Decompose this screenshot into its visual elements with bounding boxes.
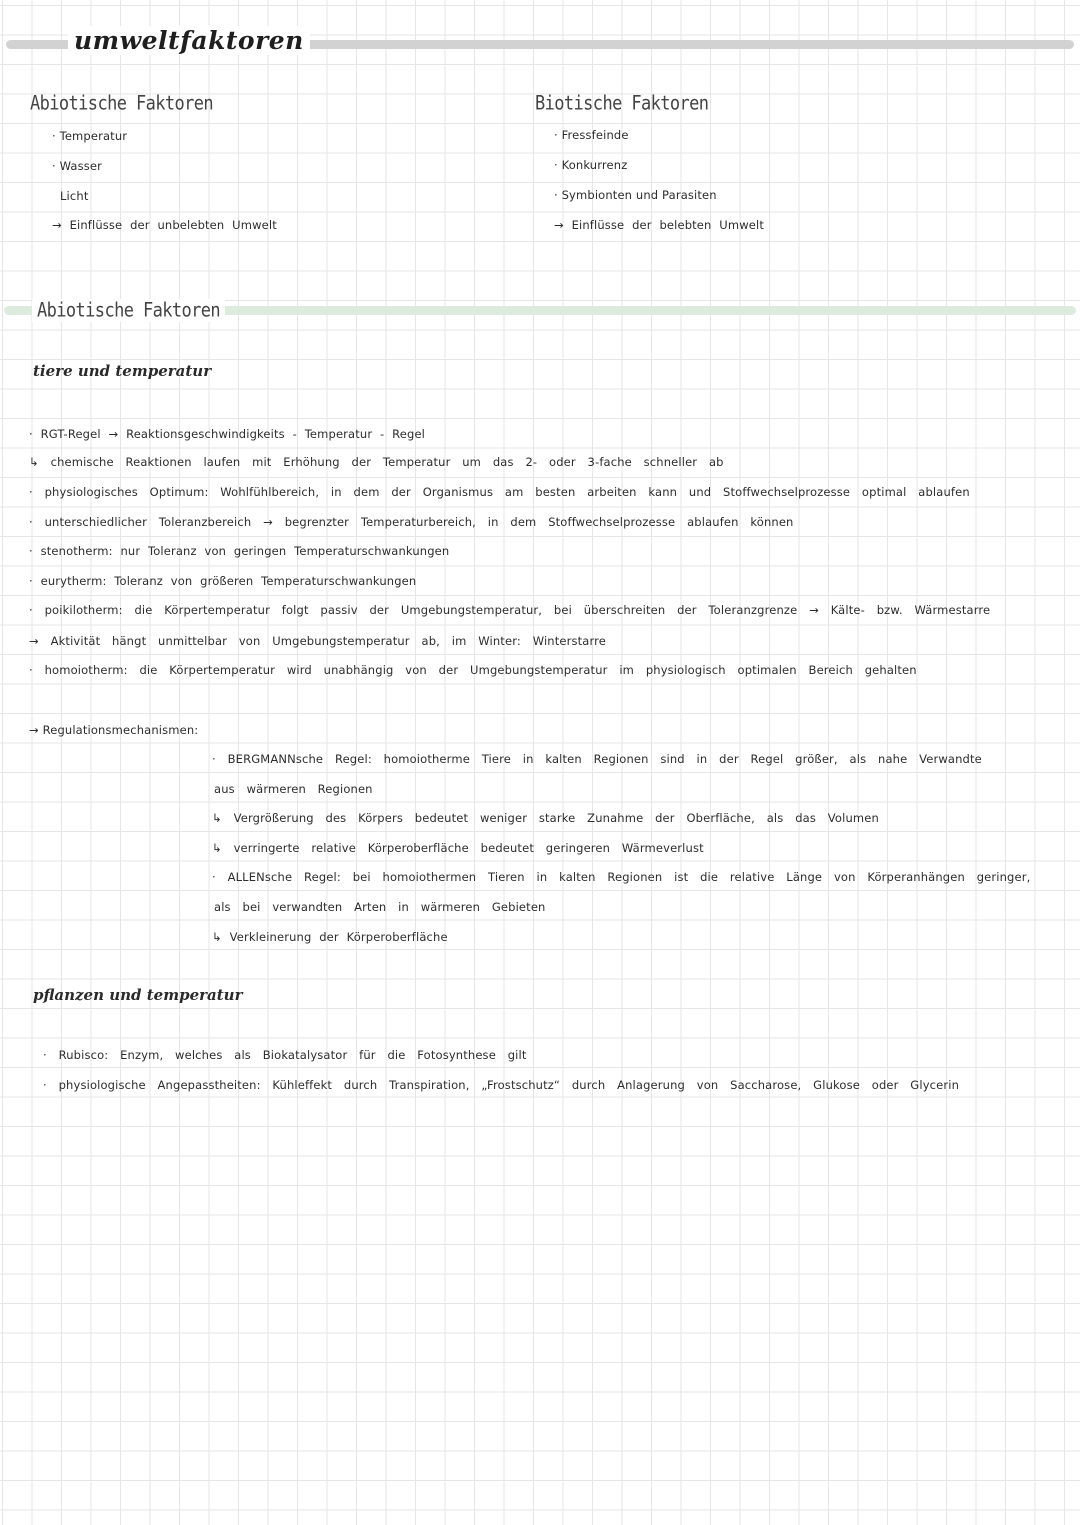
reg-bergmann: · BERGMANNsche Regel: homoiotherme Tiere in kalten Regionen sind in der Regel größer, als nahe Verwandte bbox=[212, 752, 982, 766]
section-heading: Abiotische Faktoren bbox=[32, 299, 225, 322]
line-rgt-detail: ↳ chemische Reaktionen laufen mit Erhöhung der Temperatur um das 2- oder 3-fache schneller ab bbox=[29, 455, 724, 469]
abiotic-item-wasser: · Wasser bbox=[52, 159, 102, 173]
biotic-item-konkurrenz: · Konkurrenz bbox=[554, 158, 628, 172]
reg-vergroesserung: ↳ Vergrößerung des Körpers bedeutet weniger starke Zunahme der Oberfläche, als das Volumen bbox=[212, 811, 879, 825]
biotic-item-fressfeinde: · Fressfeinde bbox=[554, 128, 629, 142]
line-aktivitaet: → Aktivität hängt unmittelbar von Umgebungstemperatur ab, im Winter: Winterstarre bbox=[29, 634, 607, 648]
line-optimum: · physiologisches Optimum: Wohlfühlbereich, in dem der Organismus am besten arbeiten kann und Stoffwechselprozesse optimal ablaufen bbox=[29, 485, 970, 499]
page-title: umweltfaktoren bbox=[68, 26, 310, 55]
abiotic-heading: Abiotische Faktoren bbox=[30, 92, 214, 115]
line-rubisco: · Rubisco: Enzym, welches als Biokatalysator für die Fotosynthese gilt bbox=[43, 1048, 527, 1062]
line-poikilotherm: · poikilotherm: die Körpertemperatur folgt passiv der Umgebungstemperatur, bei überschreiten der Toleranzgrenze → Kälte- bzw. Wärmestarre bbox=[29, 603, 991, 617]
line-stenotherm: · stenotherm: nur Toleranz von geringen Temperaturschwankungen bbox=[29, 544, 450, 558]
reg-verkleinerung: ↳ Verkleinerung der Körperoberfläche bbox=[212, 930, 448, 944]
line-homoiotherm: · homoiotherm: die Körpertemperatur wird unabhängig von der Umgebungstemperatur im physiologisch optimalen Bereich gehalten bbox=[29, 663, 917, 677]
biotic-heading: Biotische Faktoren bbox=[535, 92, 709, 115]
biotic-summary: → Einflüsse der belebten Umwelt bbox=[554, 218, 764, 232]
reg-allen-cont: als bei verwandten Arten in wärmeren Gebieten bbox=[214, 900, 546, 914]
subheading-tiere: tiere und temperatur bbox=[33, 362, 212, 380]
line-rgt-regel: · RGT-Regel → Reaktionsgeschwindigkeits - Temperatur - Regel bbox=[29, 427, 426, 441]
line-eurytherm: · eurytherm: Toleranz von größeren Temperaturschwankungen bbox=[29, 574, 417, 588]
abiotic-summary: → Einflüsse der unbelebten Umwelt bbox=[52, 218, 277, 232]
abiotic-item-licht: Licht bbox=[60, 189, 89, 203]
reg-allen: · ALLENsche Regel: bei homoiothermen Tieren in kalten Regionen ist die relative Länge von Körperanhängen geringer, bbox=[212, 870, 1031, 884]
subheading-pflanzen: pflanzen und temperatur bbox=[33, 986, 243, 1004]
reg-verringerte: ↳ verringerte relative Körperoberfläche bedeutet geringeren Wärmeverlust bbox=[212, 841, 704, 855]
line-toleranzbereich: · unterschiedlicher Toleranzbereich → begrenzter Temperaturbereich, in dem Stoffwechselprozesse ablaufen können bbox=[29, 515, 794, 529]
abiotic-item-temperatur: · Temperatur bbox=[52, 129, 128, 143]
line-angepasstheiten: · physiologische Angepasstheiten: Kühleffekt durch Transpiration, „Frostschutz“ durch Anlagerung von Saccharose, Glukose oder Glycerin bbox=[43, 1078, 960, 1092]
reg-bergmann-cont: aus wärmeren Regionen bbox=[214, 782, 373, 796]
biotic-item-symbionten: · Symbionten und Parasiten bbox=[554, 188, 717, 202]
regulation-heading: → Regulationsmechanismen: bbox=[29, 723, 199, 737]
